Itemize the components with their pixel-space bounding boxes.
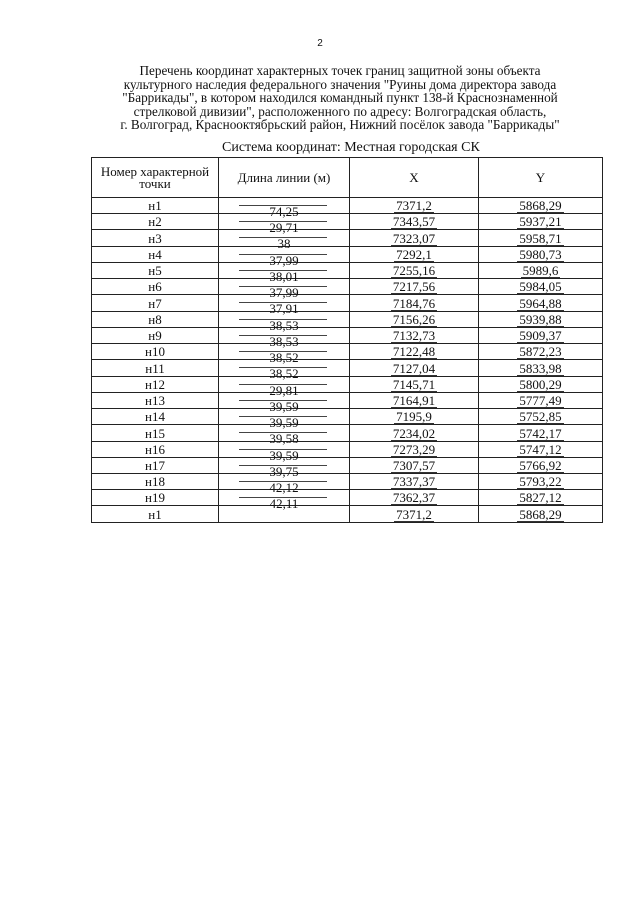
line-length-value: 38,52 — [269, 350, 299, 366]
y-coordinate-cell — [479, 311, 603, 327]
point-name-cell: н9 — [92, 327, 219, 343]
table-row — [92, 262, 603, 278]
table-row — [92, 490, 603, 506]
y-coordinate-cell — [479, 230, 603, 246]
point-name-cell: н14 — [92, 409, 219, 425]
y-coordinate-value: 5868,29 — [519, 198, 562, 214]
point-name-cell: н5 — [92, 262, 219, 278]
line-length-cell — [219, 295, 350, 317]
point-name-cell: н19 — [92, 490, 219, 506]
header-x: X — [350, 158, 479, 198]
x-coordinate-cell — [350, 246, 479, 262]
x-coordinate-cell — [350, 376, 479, 392]
x-coordinate-value: 7343,57 — [392, 214, 436, 230]
y-coordinate-value: 5800,29 — [519, 376, 562, 392]
table-row — [92, 506, 603, 522]
x-coordinate-value: 7273,29 — [392, 441, 436, 457]
point-name-cell: н6 — [92, 279, 219, 295]
line-length-value: 42,12 — [269, 479, 299, 495]
line-length-cell — [219, 441, 350, 463]
x-coordinate-cell — [350, 506, 479, 522]
title-line: Перечень координат характерных точек границ защитной зоны объекта — [139, 63, 541, 78]
x-coordinate-cell — [350, 457, 479, 473]
point-name-cell: н13 — [92, 392, 219, 408]
line-length-value: 38 — [277, 236, 291, 252]
line-length-value: 37,99 — [269, 285, 299, 301]
line-length-cell — [219, 457, 350, 479]
line-length-cell — [219, 473, 350, 495]
table-row — [92, 473, 603, 489]
line-length-value: 39,58 — [269, 431, 299, 447]
title-line: стрелковой дивизии", расположенного по адресу: Волгоградская область, — [133, 103, 547, 119]
table-row — [92, 327, 603, 343]
y-coordinate-cell — [479, 441, 603, 457]
table-row — [92, 441, 603, 457]
table-row — [92, 409, 603, 425]
y-coordinate-cell — [479, 473, 603, 489]
y-coordinate-cell — [479, 360, 603, 376]
y-coordinate-value: 5872,23 — [519, 344, 562, 360]
point-name-cell: н17 — [92, 457, 219, 473]
line-length-cell — [219, 425, 350, 447]
line-length-value: 38,53 — [269, 317, 299, 333]
x-coordinate-value: 7337,37 — [392, 474, 436, 490]
line-length-value: 29,71 — [269, 220, 299, 236]
line-length-cell — [219, 279, 350, 301]
line-length-value: 37,91 — [269, 301, 299, 317]
table-row — [92, 279, 603, 295]
x-coordinate-value: 7234,02 — [392, 425, 436, 441]
x-coordinate-cell — [350, 295, 479, 311]
table-row — [92, 295, 603, 311]
table-row — [92, 392, 603, 408]
table-header-row — [92, 158, 603, 198]
x-coordinate-value: 7371,2 — [396, 506, 432, 522]
x-coordinate-value: 7127,04 — [392, 360, 436, 376]
line-length-value: 38,52 — [269, 366, 299, 382]
x-coordinate-cell — [350, 409, 479, 425]
x-coordinate-cell — [350, 262, 479, 278]
table-row — [92, 344, 603, 360]
y-coordinate-cell — [479, 344, 603, 360]
x-coordinate-cell — [350, 360, 479, 376]
x-coordinate-cell — [350, 392, 479, 408]
y-coordinate-value: 5937,21 — [519, 214, 562, 230]
point-name-cell: н1 — [92, 506, 219, 522]
y-coordinate-cell — [479, 246, 603, 262]
y-coordinate-value: 5909,37 — [519, 328, 562, 344]
point-name-cell: н15 — [92, 425, 219, 441]
x-coordinate-value: 7145,71 — [392, 376, 436, 392]
y-coordinate-cell — [479, 506, 603, 522]
table-row — [92, 425, 603, 441]
x-coordinate-value: 7323,07 — [392, 230, 436, 246]
y-coordinate-value: 5958,71 — [519, 230, 562, 246]
table-row — [92, 230, 603, 246]
header-line-length: Длина линии (м) — [219, 158, 350, 198]
y-coordinate-cell — [479, 327, 603, 343]
line-length-value: 74,25 — [269, 204, 299, 219]
line-length-value: 42,11 — [269, 496, 299, 512]
page-number: 2 — [317, 38, 323, 49]
y-coordinate-cell — [479, 262, 603, 278]
x-coordinate-value: 7362,37 — [392, 490, 436, 506]
line-length-value: 29,81 — [269, 382, 299, 398]
point-name-cell: н7 — [92, 295, 219, 311]
line-length-cell — [219, 392, 350, 414]
line-length-value: 39,59 — [269, 398, 299, 414]
line-length-cell — [219, 327, 350, 349]
y-coordinate-cell — [479, 198, 603, 214]
y-coordinate-value: 5939,88 — [519, 311, 562, 327]
x-coordinate-value: 7156,26 — [392, 311, 436, 327]
line-length-cell — [219, 409, 350, 431]
y-coordinate-value: 5827,12 — [519, 490, 562, 506]
line-length-cell — [219, 506, 350, 522]
x-coordinate-value: 7122,48 — [392, 344, 436, 360]
y-coordinate-value: 5989,6 — [522, 263, 559, 279]
point-name-cell: н8 — [92, 311, 219, 327]
table-row — [92, 376, 603, 392]
x-coordinate-value: 7371,2 — [396, 198, 432, 214]
point-name-cell: н16 — [92, 441, 219, 457]
line-length-cell — [219, 198, 350, 219]
table-body — [92, 198, 603, 523]
line-length-cell — [219, 262, 350, 284]
table-row — [92, 214, 603, 230]
line-length-value: 38,01 — [269, 268, 299, 284]
x-coordinate-value: 7292,1 — [396, 246, 432, 262]
table-row — [92, 311, 603, 327]
coordinate-system-caption: Система координат: Местная городская СК — [222, 140, 480, 155]
y-coordinate-cell — [479, 409, 603, 425]
point-name-cell: н18 — [92, 473, 219, 489]
y-coordinate-value: 5766,92 — [519, 457, 562, 473]
y-coordinate-value: 5747,12 — [519, 441, 562, 457]
point-name-cell: н3 — [92, 230, 219, 246]
x-coordinate-cell — [350, 441, 479, 457]
y-coordinate-cell — [479, 214, 603, 230]
y-coordinate-value: 5984,05 — [519, 279, 562, 295]
x-coordinate-value: 7164,91 — [392, 393, 436, 409]
y-coordinate-value: 5868,29 — [519, 506, 562, 522]
line-length-value: 39,59 — [269, 415, 299, 431]
y-coordinate-value: 5793,22 — [519, 474, 562, 490]
line-length-cell — [219, 344, 350, 366]
x-coordinate-cell — [350, 490, 479, 506]
x-coordinate-cell — [350, 473, 479, 489]
line-length-cell — [219, 246, 350, 268]
y-coordinate-cell — [479, 392, 603, 408]
y-coordinate-cell — [479, 295, 603, 311]
point-name-cell: н2 — [92, 214, 219, 230]
y-coordinate-value: 5777,49 — [519, 393, 562, 409]
x-coordinate-value: 7132,73 — [392, 328, 436, 344]
point-name-cell: н4 — [92, 246, 219, 262]
table-row — [92, 457, 603, 473]
y-coordinate-value: 5964,88 — [519, 295, 562, 311]
point-name-cell: н1 — [92, 198, 219, 214]
y-coordinate-value: 5742,17 — [519, 425, 562, 441]
x-coordinate-value: 7255,16 — [392, 263, 436, 279]
y-coordinate-value: 5833,98 — [519, 360, 562, 376]
line-length-cell — [219, 490, 350, 512]
x-coordinate-cell — [350, 230, 479, 246]
point-name-cell: н10 — [92, 344, 219, 360]
line-length-cell — [219, 311, 350, 333]
y-coordinate-value: 5752,85 — [519, 409, 562, 425]
y-coordinate-cell — [479, 425, 603, 441]
document-title — [80, 64, 600, 132]
point-name-cell: н12 — [92, 376, 219, 392]
x-coordinate-value: 7195,9 — [396, 409, 432, 425]
y-coordinate-cell — [479, 279, 603, 295]
y-coordinate-cell — [479, 490, 603, 506]
table-row — [92, 246, 603, 262]
x-coordinate-cell — [350, 425, 479, 441]
line-length-cell — [219, 230, 350, 252]
y-coordinate-value: 5980,73 — [519, 246, 562, 262]
x-coordinate-cell — [350, 279, 479, 295]
x-coordinate-value: 7217,56 — [392, 279, 436, 295]
title-line: "Баррикады", в котором находился командный пункт 138-й Краснознаменной — [122, 90, 558, 105]
x-coordinate-value: 7184,76 — [392, 295, 436, 311]
title-line: г. Волгоград, Краснооктябрьский район, Нижний посёлок завода "Баррикады" — [120, 117, 560, 132]
line-length-cell — [219, 376, 350, 398]
line-length-value: 38,53 — [269, 333, 299, 349]
line-length-value: 39,75 — [269, 463, 299, 479]
y-coordinate-cell — [479, 376, 603, 392]
x-coordinate-cell — [350, 327, 479, 343]
table-row — [92, 198, 603, 214]
title-line: культурного наследия федерального значения "Руины дома директора завода — [123, 76, 557, 92]
x-coordinate-value: 7307,57 — [392, 457, 436, 473]
y-coordinate-cell — [479, 457, 603, 473]
line-length-value: 39,59 — [269, 447, 299, 463]
x-coordinate-cell — [350, 198, 479, 214]
header-y: Y — [479, 158, 603, 198]
point-name-cell: н11 — [92, 360, 219, 376]
line-length-cell — [219, 214, 350, 236]
x-coordinate-cell — [350, 214, 479, 230]
table-row — [92, 360, 603, 376]
coordinates-table — [91, 157, 603, 523]
line-length-value: 37,99 — [269, 252, 299, 268]
x-coordinate-cell — [350, 344, 479, 360]
line-length-cell — [219, 360, 350, 382]
x-coordinate-cell — [350, 311, 479, 327]
header-point-number: Номер характерной точки — [92, 158, 219, 198]
